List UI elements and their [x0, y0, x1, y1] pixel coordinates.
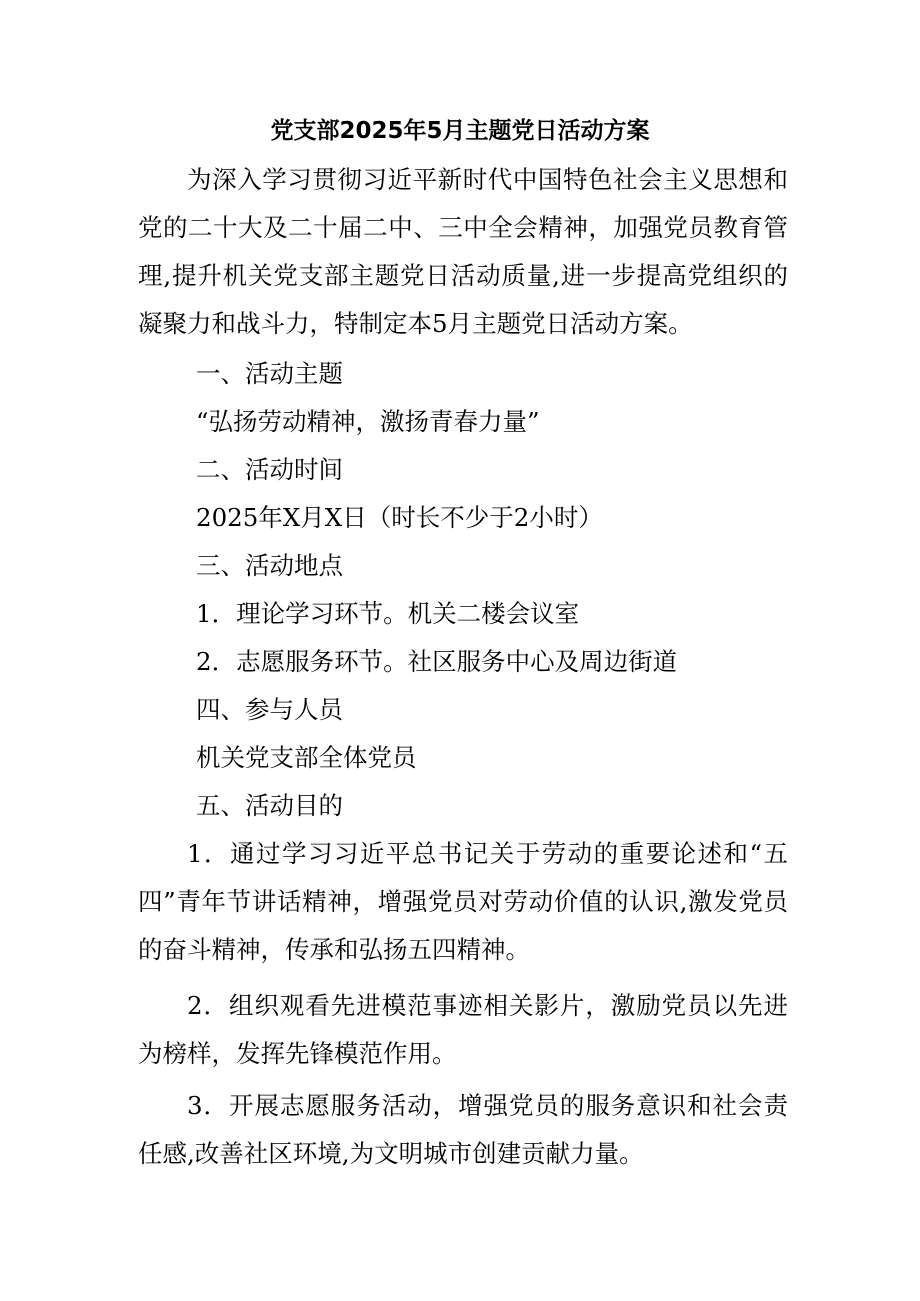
- section4-content: 机关党支部全体党员: [196, 743, 417, 772]
- section5-item-3: 3．开展志愿服务活动，增强党员的服务意识和社会责任感,改善社区环境,为文明城市创建贡献力量。: [138, 1091, 788, 1168]
- section2-content: 2025年X月X日（时长不少于2小时）: [196, 503, 603, 532]
- section4-heading: 四、参与人员: [196, 695, 343, 724]
- document-title: 党支部2025年5月主题党日活动方案: [270, 118, 650, 144]
- section1-heading: 一、活动主题: [196, 359, 343, 388]
- section1-content: “弘扬劳动精神，激扬青春力量”: [196, 407, 540, 436]
- section5-heading: 五、活动目的: [196, 791, 343, 820]
- intro-paragraph: 为深入学习贯彻习近平新时代中国特色社会主义思想和党的二十大及二十届二中、三中全会精神，加强党员教育管理,提升机关党支部主题党日活动质量,进一步提高党组织的凝聚力和战斗力，特制定本5月主题党日活动方案。: [138, 165, 788, 338]
- section3-heading: 三、活动地点: [196, 551, 343, 580]
- section5-item-1: 1．通过学习习近平总书记关于劳动的重要论述和“五四”青年节讲话精神，增强党员对劳动价值的认识,激发党员的奋斗精神，传承和弘扬五四精神。: [138, 839, 788, 964]
- section3-item-1: 1．理论学习环节。机关二楼会议室: [196, 599, 580, 628]
- section5-item-2: 2．组织观看先进模范事迹相关影片，激励党员以先进为榜样，发挥先锋模范作用。: [138, 991, 788, 1068]
- section2-heading: 二、活动时间: [196, 455, 343, 484]
- section3-item-2: 2．志愿服务环节。社区服务中心及周边街道: [196, 647, 678, 676]
